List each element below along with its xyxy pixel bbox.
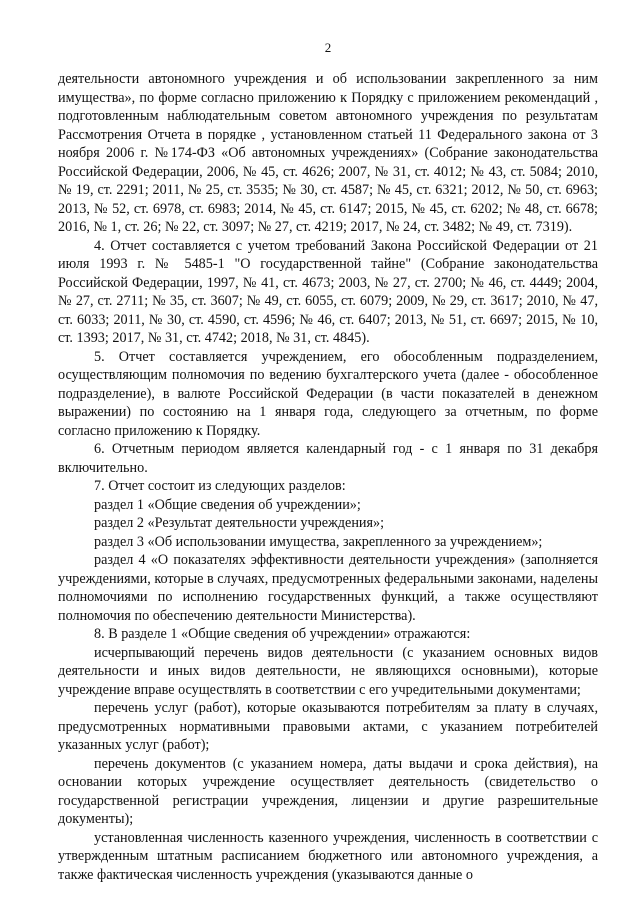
paragraph-item-5: 5. Отчет составляется учреждением, его обособленным подразделением, осуществляющим полномочия по ведению бухгалтерского учета (далее - обособленное подразделение), в валюте Российской Федерации (в части показателей в денежном выражении) по состоянию на 1 января года, следующего за отчетным, по форме согласно приложению к Порядку. xyxy=(58,348,598,439)
item-8-staff-numbers: установленная численность казенного учреждения, численность в соответствии с утвержденным штатным расписанием бюджетного или автономного учреждения, а также фактическая численность учреждения (указываются данные о xyxy=(58,829,598,883)
paragraph-continuation: деятельности автономного учреждения и об использовании закрепленного за ним имущества», по форме согласно приложению к Порядку с приложением рекомендаций , подготовленным наблюдательным советом автономного учреждения по результатам Рассмотрения Отчета в порядке , установленном статьей 11 Федерального закона от 3 ноября 2006 г. №174-ФЗ «Об автономных учреждениях» (Собрание законодательства Российской Федерации, 2006, № 45, ст. 4626; 2007, № 31, ст. 4012; № 43, ст. 5084; 2010, № 19, ст. 2291; 2011, № 25, ст. 3535; № 30, ст. 4587; № 45, ст. 6321; 2012, № 50, ст. 6963; 2013, № 52, ст. 6978, ст. 6983; 2014, № 45, ст. 6147; 2015, № 45, ст. 6202; № 48, ст. 6678; 2016, № 1, ст. 26; № 22, ст. 3097; № 27, ст. 4219; 2017, № 24, ст. 3482; № 49, ст. 7319). xyxy=(58,71,598,235)
page-number: 2 xyxy=(324,40,332,55)
paragraph-item-8: 8. В разделе 1 «Общие сведения об учреждении» отражаются: xyxy=(94,626,471,642)
document-body xyxy=(58,70,598,884)
section-list-item-4: раздел 4 «О показателях эффективности деятельности учреждения» (заполняется учреждениями, которые в случаях, предусмотренных федеральными законами, наделены полномочиями по исполнению государственных функций, а также осуществляют полномочия по обеспечению деятельности Министерства). xyxy=(58,552,598,624)
item-8-activities: исчерпывающий перечень видов деятельности (с указанием основных видов деятельности и иных видов деятельности, не являющихся основными), которые учреждение вправе осуществлять в соответствии с его учредительными документами; xyxy=(58,644,598,698)
paragraph-item-6: 6. Отчетным периодом является календарный год - с 1 января по 31 декабря включительно. xyxy=(58,441,598,476)
paragraph-item-7: 7. Отчет состоит из следующих разделов: xyxy=(94,478,346,494)
item-8-paid-services: перечень услуг (работ), которые оказываются потребителям за плату в случаях, предусмотренных нормативными правовыми актами, с указанием потребителей указанных услуг (работ); xyxy=(58,700,598,753)
paragraph-item-4: 4. Отчет составляется с учетом требований Закона Российской Федерации от 21 июля 1993 г. № 5485-1 "О государственной тайне" (Собрание законодательства Российской Федерации, 1997, № 41, ст. 4673; 2003, № 27, ст. 2700; № 46, ст. 4449; 2004, № 27, ст. 2711; № 35, ст. 3607; № 49, ст. 6055, ст. 6079; 2009, № 29, ст. 3617; 2010, № 47, ст. 6033; 2011, № 30, ст. 4590, ст. 4596; № 46, ст. 6407; 2013, № 51, ст. 6697; 2015, № 10, ст. 1393; 2017, № 31, ст. 4742; 2018, № 31, ст. 4845). xyxy=(58,237,598,346)
section-list-item-3: раздел 3 «Об использовании имущества, закрепленного за учреждением»; xyxy=(94,533,543,550)
section-list-item-1: раздел 1 «Общие сведения об учреждении»; xyxy=(94,496,361,513)
section-list-item-2: раздел 2 «Результат деятельности учреждения»; xyxy=(94,515,385,531)
item-8-documents: перечень документов (с указанием номера, даты выдачи и срока действия), на основании которых учреждение осуществляет деятельность (свидетельство о государственной регистрации учреждения, лицензии и другие разрешительные документы); xyxy=(58,755,598,827)
